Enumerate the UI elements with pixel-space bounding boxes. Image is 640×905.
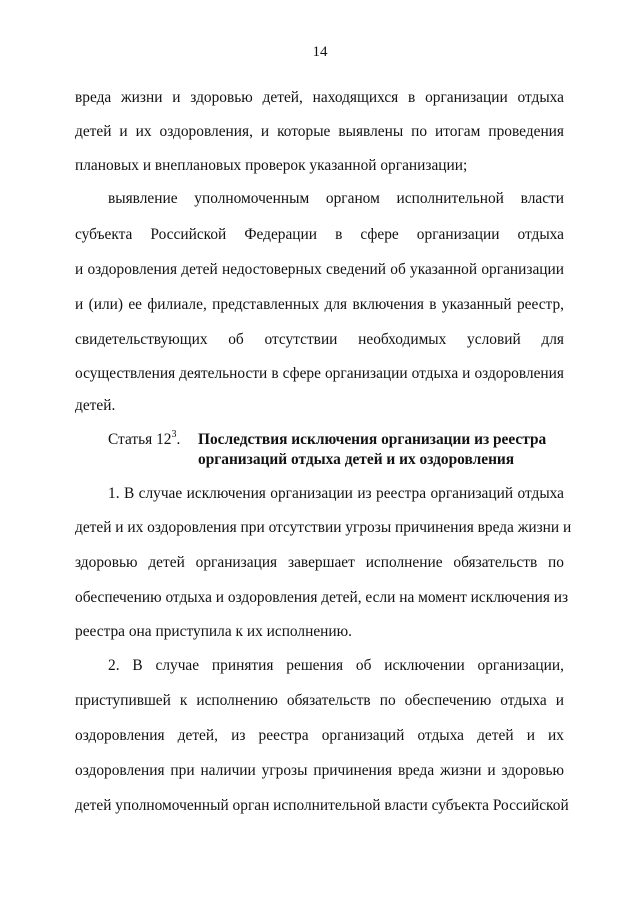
page-number: 14 bbox=[312, 44, 328, 60]
text-line: осуществления деятельности в сфере организации отдыха и оздоровления bbox=[75, 365, 564, 382]
text-line: оздоровления при наличии угрозы причинения вреда жизни и здоровью bbox=[75, 762, 564, 779]
article-superscript: 3 bbox=[171, 429, 177, 440]
article-label-suffix: . bbox=[176, 431, 181, 448]
text-line: 2. В случае принятия решения об исключении организации, bbox=[108, 657, 564, 674]
text-line: детей уполномоченный орган исполнительной власти субъекта Российской bbox=[75, 797, 569, 814]
text-line: реестра она приступила к их исполнению. bbox=[75, 623, 352, 640]
text-line: детей и их оздоровления при отсутствии угрозы причинения вреда жизни и bbox=[75, 519, 572, 536]
text-line: свидетельствующих об отсутствии необходимых условий для bbox=[75, 331, 564, 348]
text-line: приступившей к исполнению обязательств по обеспечению отдыха и bbox=[75, 692, 564, 709]
text-line: плановых и внеплановых проверок указанной организации; bbox=[75, 157, 468, 174]
text-line: детей. bbox=[75, 397, 116, 414]
text-line: оздоровления детей, из реестра организаций отдыха детей и их bbox=[75, 727, 564, 744]
article-title-line: Последствия исключения организации из реестра bbox=[198, 431, 547, 448]
text-line: субъекта Российской Федерации в сфере организации отдыха bbox=[75, 226, 564, 243]
text-line: здоровью детей организация завершает исполнение обязательств по bbox=[75, 554, 564, 571]
text-line: выявление уполномоченным органом исполнительной власти bbox=[108, 190, 564, 207]
article-label bbox=[108, 430, 180, 450]
text-line: и (или) ее филиале, представленных для включения в указанный реестр, bbox=[75, 296, 564, 313]
text-line: и оздоровления детей недостоверных сведений об указанной организации bbox=[75, 261, 564, 278]
article-number: Статья 12 bbox=[108, 431, 172, 448]
article-title-line: организаций отдыха детей и их оздоровления bbox=[198, 451, 515, 468]
text-line: обеспечению отдыха и оздоровления детей, если на момент исключения из bbox=[75, 589, 569, 606]
text-line: вреда жизни и здоровью детей, находящихся в организации отдыха bbox=[75, 89, 564, 106]
text-line: детей и их оздоровления, и которые выявлены по итогам проведения bbox=[75, 123, 564, 140]
text-line: 1. В случае исключения организации из реестра организаций отдыха bbox=[108, 485, 564, 502]
